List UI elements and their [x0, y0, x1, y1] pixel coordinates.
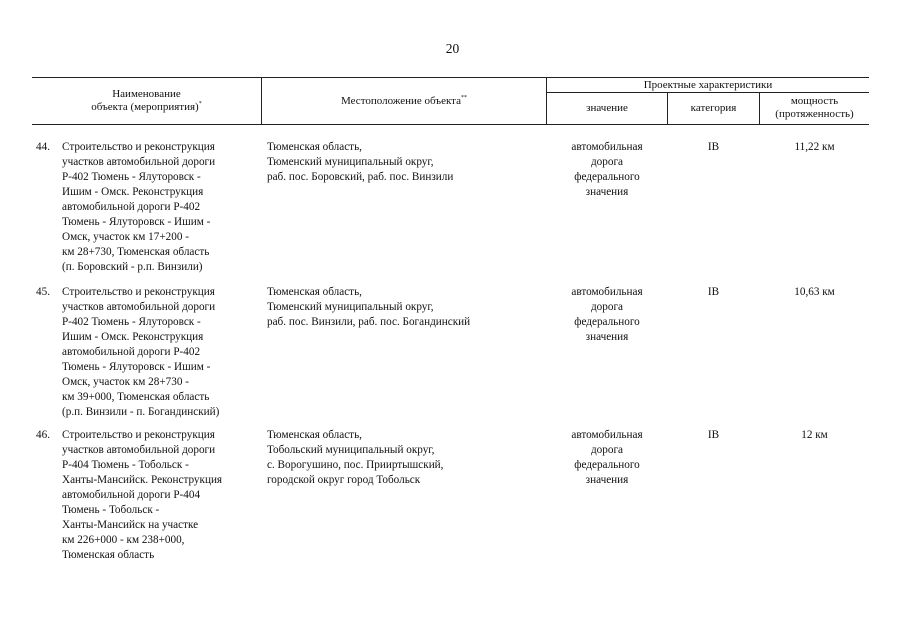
row-number: 46. [36, 429, 50, 441]
row-location: Тюменская область, Тюменский муниципальный округ, раб. пос. Боровский, раб. пос. Винзили [267, 141, 454, 183]
row-value: автомобильная дорога федерального значения [571, 141, 643, 198]
row-name: Строительство и реконструкция участков автомобильной дороги Р-402 Тюмень - Ялуторовск - Ишим - Омск. Реконструкция автомобильной дороги Р-402 Тюмень - Ялуторовск - Ишим - Омск, участок км 28+730 - км 39+000, Тюменская область (р.п. Винзили - п. Богандинский) [62, 286, 220, 418]
header-bottom-rule [32, 124, 869, 125]
row-category: IB [707, 429, 720, 441]
header-name [32, 88, 261, 114]
header-top-rule [32, 77, 869, 78]
header-name-line2: объекта (мероприятия)* [91, 101, 202, 113]
row-number: 45. [36, 286, 50, 298]
header-capacity-line2: (протяженность) [775, 108, 854, 120]
row-category: IB [707, 141, 720, 153]
row-location: Тюменская область, Тобольский муниципальный округ, с. Ворогушино, пос. Прииртышский, городской округ город Тобольск [267, 429, 444, 486]
header-name-line1: Наименование [112, 88, 181, 100]
header-project-chars: Проектные характеристики [643, 79, 773, 91]
row-value: автомобильная дорога федерального значения [571, 286, 643, 343]
header-value: значение [586, 102, 628, 114]
header-category: категория [690, 102, 737, 114]
row-capacity: 10,63 км [794, 286, 835, 298]
row-name: Строительство и реконструкция участков автомобильной дороги Р-402 Тюмень - Ялуторовск - Ишим - Омск. Реконструкция автомобильной дороги Р-402 Тюмень - Ялуторовск - Ишим - Омск, участок км 17+200 - км 28+730, Тюменская область (п. Боровский - р.п. Винзили) [62, 141, 216, 273]
header-location: Местоположение объекта** [341, 95, 467, 107]
row-number: 44. [36, 141, 50, 153]
header-capacity [760, 95, 869, 121]
row-capacity: 11,22 км [794, 141, 835, 153]
row-category: IB [707, 286, 720, 298]
row-location: Тюменская область, Тюменский муниципальный округ, раб. пос. Винзили, раб. пос. Богандинский [267, 286, 471, 328]
row-capacity: 12 км [801, 429, 828, 441]
footnote-mark: * [198, 101, 202, 107]
row-name: Строительство и реконструкция участков автомобильной дороги Р-404 Тюмень - Тобольск - Ханты-Мансийск. Реконструкция автомобильной дороги Р-404 Тюмень - Тобольск - Ханты-Мансийск на участке км 226+000 - км 238+000, Тюменская область [62, 429, 223, 561]
page-number: 20 [445, 41, 460, 56]
row-value: автомобильная дорога федерального значения [571, 429, 643, 486]
footnote-mark: ** [460, 95, 467, 101]
header-capacity-line1: мощность [790, 95, 839, 107]
project-chars-rule [546, 92, 869, 93]
